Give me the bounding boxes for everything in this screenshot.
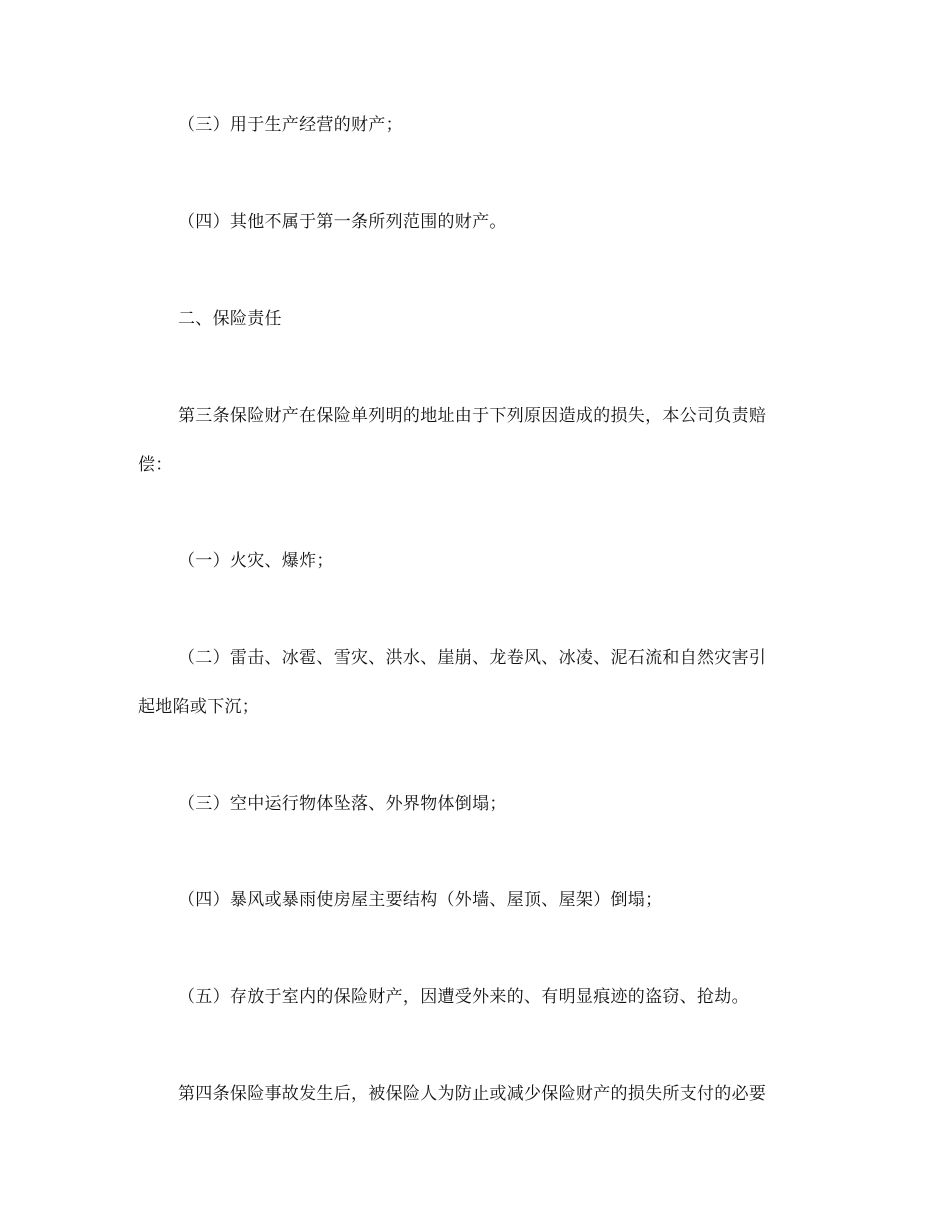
liability-item-2-line-1: （二）雷击、冰雹、雪灾、洪水、崖崩、龙卷风、冰凌、泥石流和自然灾害引 (178, 648, 767, 668)
liability-item-4-storm: （四）暴风或暴雨使房屋主要结构（外墙、屋顶、屋架）倒塌； (178, 890, 663, 910)
liability-item-2-line-2: 起地陷或下沉； (138, 697, 260, 717)
liability-item-1-fire: （一）火灾、爆炸； (178, 551, 334, 571)
clause-item-3-production-property: （三）用于生产经营的财产； (178, 115, 403, 135)
article-4-line-1: 第四条保险事故发生后，被保险人为防止或减少保险财产的损失所支付的必要 (178, 1084, 767, 1104)
liability-item-3-falling-objects: （三）空中运行物体坠落、外界物体倒塌； (178, 794, 507, 814)
clause-item-4-other-property: （四）其他不属于第一条所列范围的财产。 (178, 212, 507, 232)
section-heading-insurance-liability: 二、保险责任 (178, 309, 282, 329)
article-3-line-1: 第三条保险财产在保险单列明的地址由于下列原因造成的损失，本公司负责赔 (178, 406, 767, 426)
liability-item-5-theft: （五）存放于室内的保险财产，因遭受外来的、有明显痕迹的盗窃、抢劫。 (178, 987, 749, 1007)
article-3-line-2: 偿： (138, 455, 173, 475)
